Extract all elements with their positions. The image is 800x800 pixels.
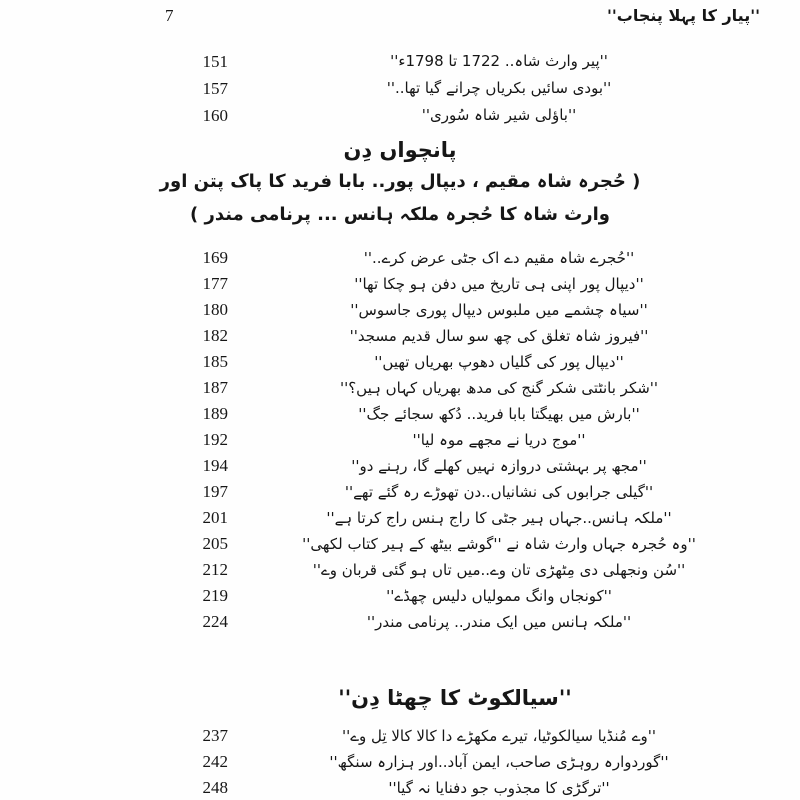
toc-entry-row: [0, 271, 800, 297]
section-heading-sixth-day: ''سیالکوٹ کا چھٹا دِن'': [338, 686, 572, 710]
entry-title: ''حُجرے شاہ مقیم دے اک جٹی عرض کرے..'': [363, 248, 635, 267]
entry-page-number: 201: [202, 508, 228, 527]
entry-title: ''ترگڑی کا مجذوب جو دفنایا نہ گیا'': [388, 778, 610, 797]
section-heading-main: پانچواں دِن: [343, 138, 457, 162]
entry-title: ''مجھ پر بہشتی دروازہ نہیں کھلے گا، رہنے دو'': [351, 456, 647, 475]
running-header-title: ''پیار کا پہلا پنجاب'': [606, 6, 760, 25]
entry-title: ''سیاہ چشمے میں ملبوس دیپال پوری جاسوس'': [350, 300, 648, 319]
entry-page-number: 182: [202, 326, 228, 345]
toc-entry-row: [0, 749, 800, 775]
entry-page-number: 242: [202, 752, 228, 771]
entry-title: ''دیپال پور کی گلیاں دھوپ بھریاں تھیں'': [374, 352, 624, 371]
toc-entry-row: [0, 505, 800, 531]
toc-entry-row: [0, 323, 800, 349]
entry-title: ''بودی سائیں بکریاں چرانے گیا تھا..'': [386, 79, 612, 98]
entry-page-number: 194: [202, 456, 228, 475]
toc-entry-row: [0, 427, 800, 453]
entry-page-number: 177: [202, 274, 228, 293]
toc-section-fifth-day: [0, 245, 800, 635]
entry-title: ''باؤلی شیر شاہ سُوری'': [421, 106, 577, 125]
toc-section-warris-shah: [0, 48, 800, 129]
section-heading-subtitle-line2: وارث شاہ کا حُجرہ ملکہ ہانس ... پرنامی مندر ): [190, 204, 610, 225]
entry-title: ''موج دریا نے مجھے موہ لیا'': [412, 430, 586, 449]
toc-entry-row: [0, 775, 800, 800]
toc-entries-list: [0, 245, 800, 635]
entry-title: ''دیپال پور اپنی ہی تاریخ میں دفن ہو چکا تھا'': [354, 274, 644, 293]
entry-page-number: 219: [202, 586, 228, 605]
entry-page-number: 169: [202, 248, 228, 267]
entry-title: ''بارش میں بھیگتا بابا فرید.. دُکھ سجائے جگ'': [358, 404, 640, 423]
entry-title: ''گیلی جرابوں کی نشانیاں..دن تھوڑے رہ گئے تھے'': [344, 482, 654, 501]
entry-title: ''گوردوارہ روہڑی صاحب، ایمن آباد..اور ہزارہ سنگھ'': [329, 752, 669, 771]
toc-entry-row: [0, 531, 800, 557]
toc-entry-row: [0, 609, 800, 635]
toc-entry-row: [0, 349, 800, 375]
entry-page-number: 185: [202, 352, 228, 371]
entry-title: ''وے مُنڈیا سیالکوٹیا، تیرے مکھڑے دا کالا کالا تِل وے'': [341, 726, 656, 745]
entry-page-number: 180: [202, 300, 228, 319]
toc-entry-row: [0, 297, 800, 323]
entry-page-number: 197: [202, 482, 228, 501]
entry-title: ''کونجاں وانگ ممولیاں دلیس چھڈے'': [386, 586, 612, 605]
entry-page-number: 224: [202, 612, 228, 631]
section-heading-fifth-day: [0, 135, 800, 231]
toc-entry-row: [0, 557, 800, 583]
toc-entries-list: [0, 723, 800, 800]
entry-title: ''ملکہ ہانس میں ایک مندر.. پرنامی مندر'': [366, 612, 632, 631]
toc-entry-row: [0, 245, 800, 271]
entry-title: ''ملکہ ہانس..جہاں ہیر جٹی کا راج ہنس راج کرتا ہے'': [326, 508, 672, 527]
entry-title: ''وہ حُجرہ جہاں وارث شاہ نے ''گوشے بیٹھ کے ہیر کتاب لکھی'': [302, 534, 696, 553]
entry-page-number: 237: [202, 726, 228, 745]
toc-entry-row: [0, 583, 800, 609]
toc-entry-row: [0, 453, 800, 479]
toc-entries-list: [0, 48, 800, 129]
entry-title: ''فیروز شاہ تغلق کی چھ سو سال قدیم مسجد'': [349, 326, 649, 345]
toc-entry-row: [0, 75, 800, 102]
entry-title: ''پیر وارث شاہ.. 1722 تا 1798ء'': [390, 52, 608, 71]
page-header: [0, 0, 800, 32]
toc-entry-row: [0, 401, 800, 427]
entry-title: ''سُن ونجھلی دی مِٹھڑی تان وے..میں تاں ہو گئی قربان وے'': [312, 560, 686, 579]
toc-entry-row: [0, 102, 800, 129]
entry-page-number: 212: [202, 560, 228, 579]
entry-page-number: 189: [202, 404, 228, 423]
toc-section-sixth-day: [0, 723, 800, 800]
toc-entry-row: [0, 723, 800, 749]
entry-page-number: 248: [202, 778, 228, 797]
page-number: 7: [165, 6, 174, 25]
entry-title: ''شکر بانٹتی شکر گنج کی مدھ بھریاں کہاں ہیں؟'': [339, 378, 659, 397]
section-heading-subtitle-line1: ( حُجرہ شاہ مقیم ، دیپال پور.. بابا فرید کا پاک پتن اور: [159, 171, 641, 192]
entry-page-number: 157: [202, 78, 228, 98]
toc-entry-row: [0, 48, 800, 75]
toc-entry-row: [0, 479, 800, 505]
entry-page-number: 160: [202, 105, 228, 125]
entry-page-number: 151: [202, 51, 228, 71]
entry-page-number: 187: [202, 378, 228, 397]
toc-entry-row: [0, 375, 800, 401]
entry-page-number: 205: [202, 534, 228, 553]
entry-page-number: 192: [202, 430, 228, 449]
